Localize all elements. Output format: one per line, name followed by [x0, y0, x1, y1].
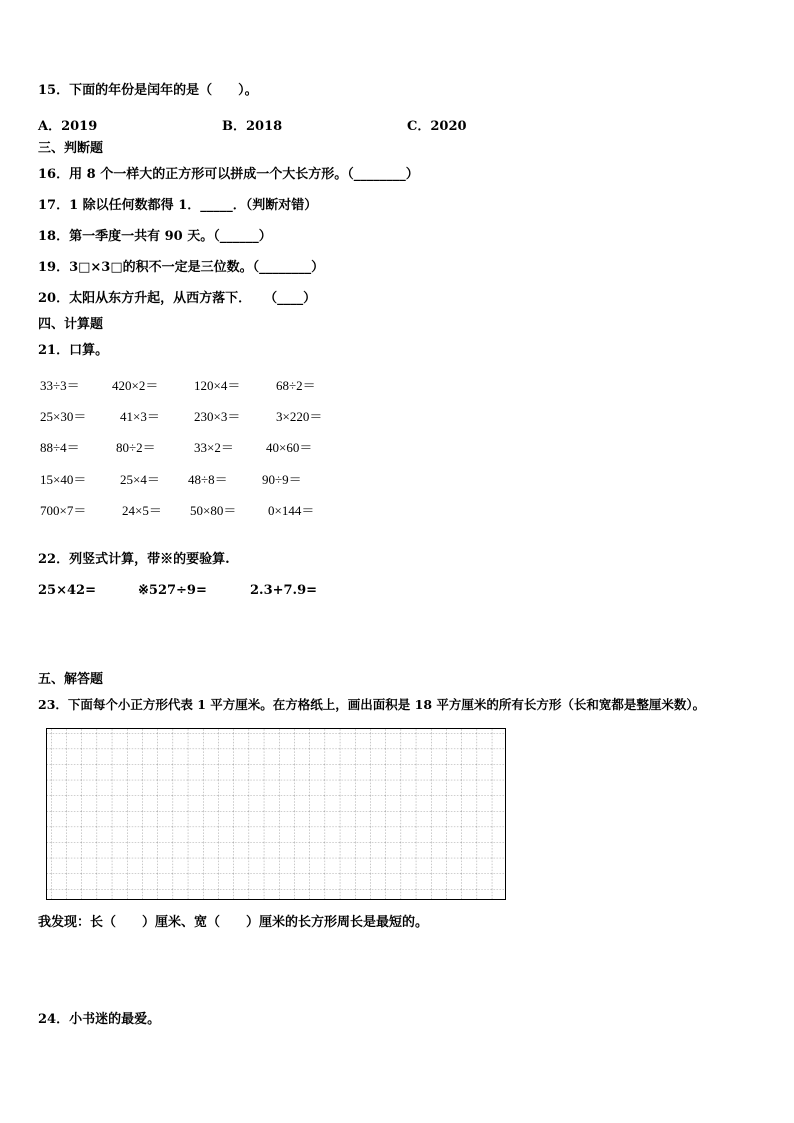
oral-calc-item: 88÷4＝ [40, 440, 80, 455]
q23-finding: 我发现：长（ ）厘米、宽（ ）厘米的长方形周长是最短的。 [38, 915, 429, 930]
q16: 16．用 8 个一样大的正方形可以拼成一个大长方形。（________） [38, 167, 419, 182]
section-calculation-heading: 四、计算题 [38, 317, 104, 332]
vertical-calc-item: 2.3+7.9= [250, 583, 318, 598]
oral-calc-item: 24×5＝ [122, 503, 162, 518]
oral-calc-item: 700×7＝ [40, 503, 87, 518]
oral-calc-item: 15×40＝ [40, 472, 87, 487]
oral-calc-item: 420×2＝ [112, 378, 159, 393]
q21-stem: 21．口算。 [38, 343, 109, 358]
section-judgment-heading: 三、判断题 [38, 141, 104, 156]
q24: 24．小书迷的最爱。 [38, 1012, 161, 1027]
oral-calc-item: 230×3＝ [194, 409, 241, 424]
oral-calc-item: 48÷8＝ [188, 472, 228, 487]
oral-calc-item: 80÷2＝ [116, 440, 156, 455]
oral-calc-item: 40×60＝ [266, 440, 313, 455]
grid-paper[interactable] [46, 728, 506, 900]
section-answer-heading: 五、解答题 [38, 672, 104, 687]
oral-calc-item: 33×2＝ [194, 440, 234, 455]
oral-calc-item: 90÷9＝ [262, 472, 302, 487]
q15-option-a[interactable]: A．2019 [38, 119, 98, 134]
q22-stem: 22．列竖式计算，带※的要验算. [38, 552, 230, 567]
oral-calc-item: 25×4＝ [120, 472, 160, 487]
oral-calc-item: 0×144＝ [268, 503, 315, 518]
oral-calc-item: 3×220＝ [276, 409, 323, 424]
q15-stem: 15．下面的年份是闰年的是（ ）。 [38, 83, 258, 98]
grid-lines [47, 729, 506, 900]
oral-calc-item: 50×80＝ [190, 503, 237, 518]
q17: 17．1 除以任何数都得 1．_____．（判断对错） [38, 198, 318, 213]
q23-stem: 23．下面每个小正方形代表 1 平方厘米。在方格纸上，画出面积是 18 平方厘米的所有长方形（长和宽都是整厘米数）。 [38, 697, 706, 712]
oral-calc-item: 25×30＝ [40, 409, 87, 424]
q20: 20．太阳从东方升起，从西方落下． （____） [38, 291, 317, 306]
oral-calc-item: 68÷2＝ [276, 378, 316, 393]
vertical-calc-item: 25×42= [38, 583, 96, 598]
q19: 19．3□×3□的积不一定是三位数。（________） [38, 260, 325, 275]
q15-option-c[interactable]: C．2020 [407, 119, 467, 134]
oral-calc-item: 33÷3＝ [40, 378, 80, 393]
oral-calc-item: 120×4＝ [194, 378, 241, 393]
q15-option-b[interactable]: B．2018 [222, 119, 283, 134]
q18: 18．第一季度一共有 90 天。（______） [38, 229, 272, 244]
oral-calc-item: 41×3＝ [120, 409, 160, 424]
vertical-calc-item: ※527÷9= [138, 583, 207, 598]
